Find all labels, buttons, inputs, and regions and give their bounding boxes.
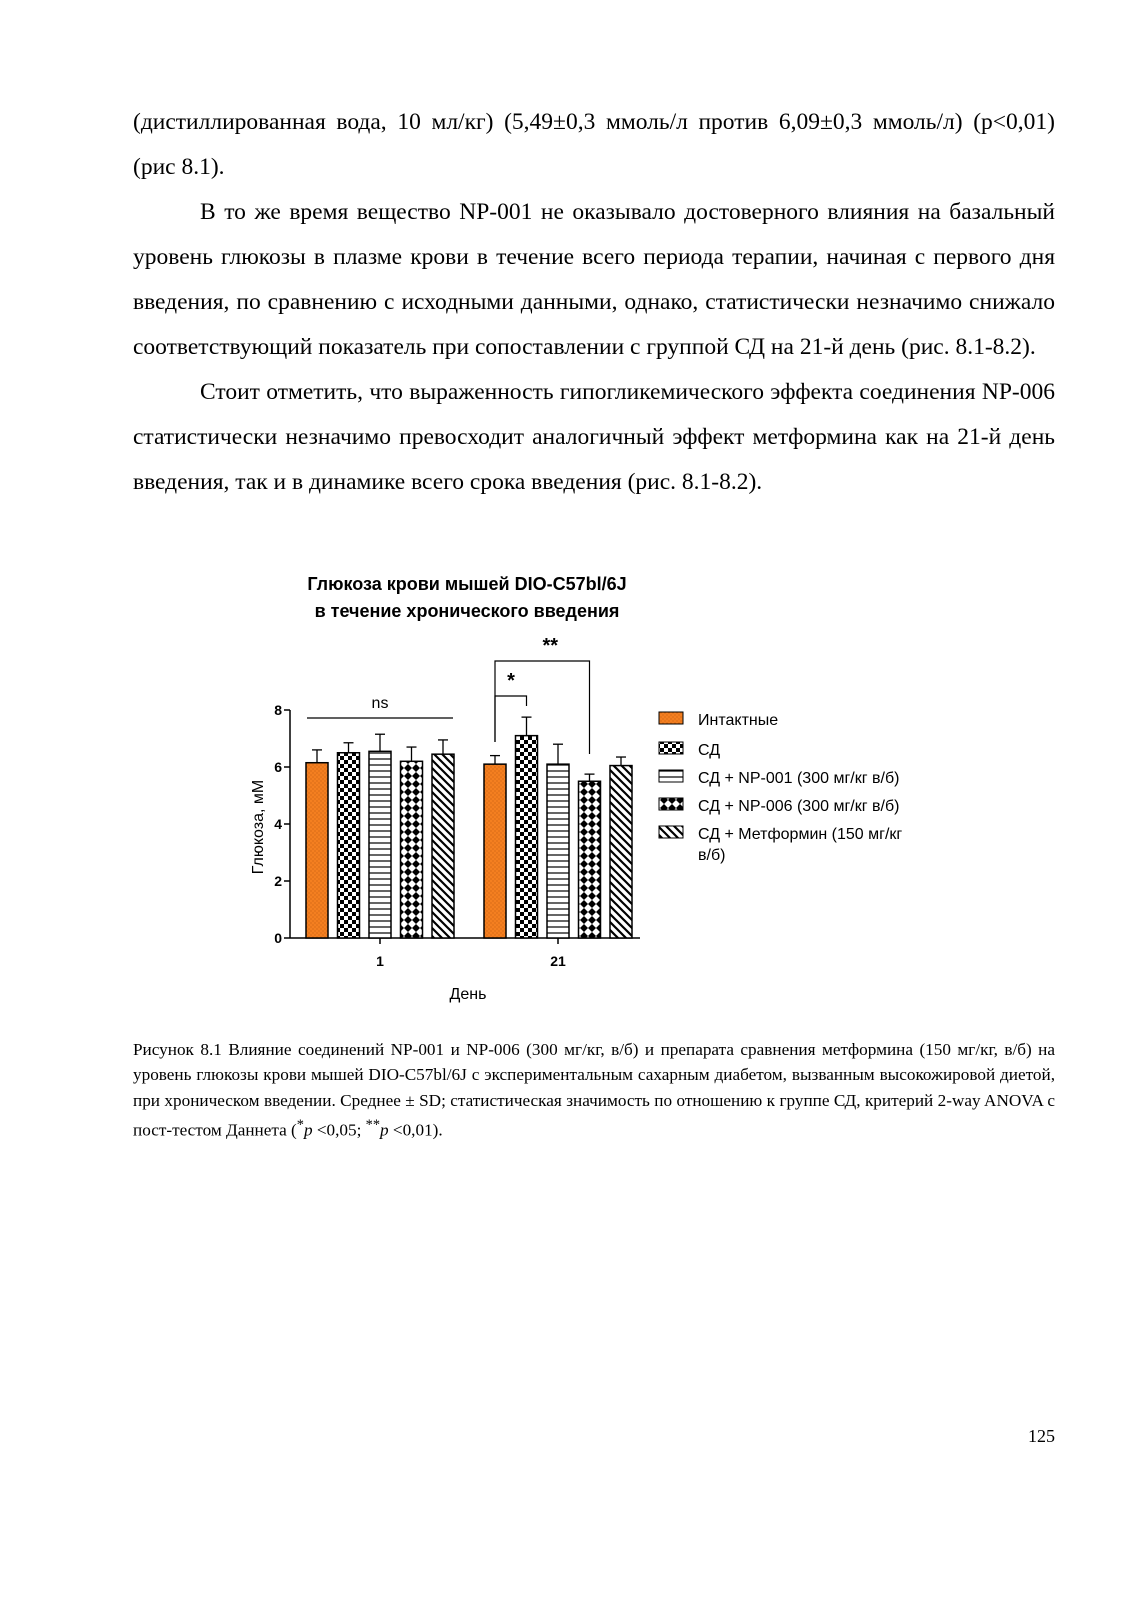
y-tick-label: 6 — [274, 759, 282, 775]
paragraph-3: Стоит отметить, что выраженность гипогликемического эффекта соединения NP-006 статистически незначимо превосходит аналогичный эффект метформина как на 21-й день введения, так и в динамике всего срока введения (рис. 8.1-8.2). — [133, 379, 1055, 495]
bar — [369, 751, 391, 938]
caption-p-2: p — [380, 1120, 389, 1140]
bar — [579, 781, 601, 938]
bar — [306, 763, 328, 938]
legend-label: СД + NP-001 (300 мг/кг в/б) — [698, 770, 900, 787]
caption-p-1: p — [303, 1120, 313, 1140]
bar — [610, 766, 632, 938]
legend-swatch — [659, 798, 683, 810]
x-axis-label: День — [449, 986, 487, 1003]
caption-sup-1: * — [296, 1116, 304, 1133]
bar — [401, 761, 423, 938]
bar — [484, 764, 506, 938]
legend-label: Интактные — [698, 712, 779, 729]
x-tick-label: 1 — [376, 953, 384, 969]
legend-label: СД — [698, 742, 721, 759]
paragraph-1: (дистиллированная вода, 10 мл/кг) (5,49±0,3 ммоль/л против 6,09±0,3 ммоль/л) (p<0,01) (рис 8.1). — [133, 109, 1055, 180]
legend-swatch — [659, 826, 683, 838]
y-tick-label: 0 — [274, 930, 282, 946]
bar — [547, 764, 569, 938]
bar — [432, 754, 454, 938]
figure-caption — [133, 1037, 1055, 1143]
caption-mid: <0,05; — [312, 1120, 366, 1140]
y-tick-label: 4 — [274, 816, 282, 832]
significance-label: ** — [542, 635, 559, 657]
page-number: 125 — [1028, 1426, 1055, 1446]
legend-label: СД + Метформин (150 мг/кг — [698, 826, 903, 843]
bar — [516, 736, 538, 938]
legend-swatch — [659, 712, 683, 724]
x-tick-label: 21 — [550, 953, 566, 969]
y-tick-label: 2 — [274, 873, 282, 889]
legend-swatch — [659, 742, 683, 754]
chart-title-line: в течение хронического введения — [314, 601, 620, 621]
chart-title-line: Глюкоза крови мышей DIO-C57bl/6J — [307, 574, 627, 594]
legend-swatch — [659, 770, 683, 782]
y-axis-label: Глюкоза, мМ — [250, 779, 267, 875]
significance-label: ns — [371, 695, 389, 712]
caption-end: <0,01). — [388, 1120, 443, 1140]
legend-label: СД + NP-006 (300 мг/кг в/б) — [698, 798, 900, 815]
significance-label: * — [507, 670, 515, 692]
paragraph-2: В то же время вещество NP-001 не оказывало достоверного влияния на базальный уровень глюкозы в плазме крови в течение всего периода терапии, начиная с первого дня введения, по сравнению с исходными данными, однако, статистически незначимо снижало соответствующий показатель при сопоставлении с группой СД на 21-й день (рис. 8.1-8.2). — [133, 199, 1055, 360]
y-tick-label: 8 — [274, 702, 282, 718]
caption-main: Рисунок 8.1 Влияние соединений NP-001 и NP-006 (300 мг/кг, в/б) и препарата сравнения метформина (150 мг/кг, в/б) на уровень глюкозы крови мышей DIO-C57bl/6J с экспериментальным сахарным диабетом, вызванным высокожировой диетой, при хроническом введении. Среднее ± SD; статистическая значимость по отношению к группе СД, критерий 2-way ANOVA с пост-тестом Даннета ( — [133, 1040, 1055, 1140]
legend-label: в/б) — [698, 847, 726, 864]
bar — [338, 753, 360, 938]
caption-sup-2: ** — [365, 1116, 380, 1133]
